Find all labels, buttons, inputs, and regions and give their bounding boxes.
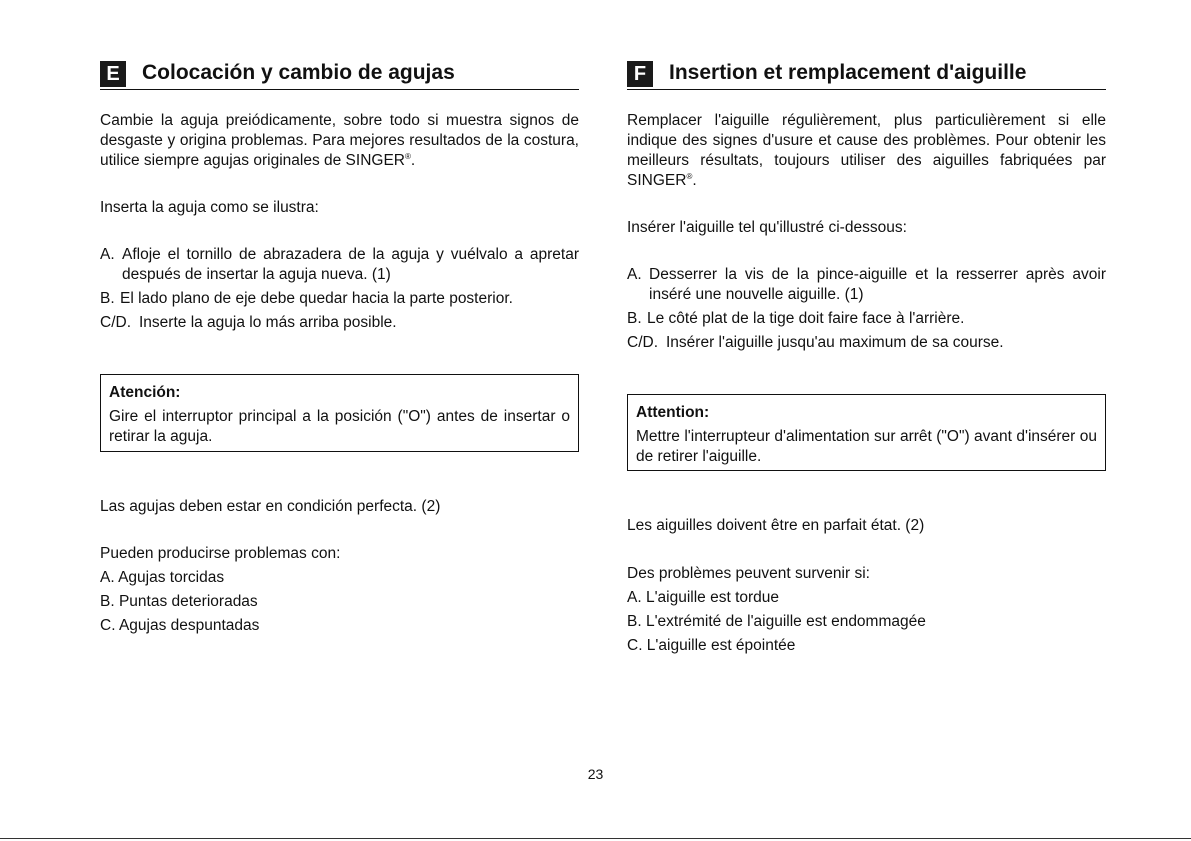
insert-instruction: Insérer l'aiguille tel qu'illustré ci-dessous: (627, 219, 907, 236)
problem-item: B. Puntas deterioradas (100, 593, 258, 610)
attention-title: Attention: (636, 404, 710, 421)
step-b: B. Le côté plat de la tige doit faire face à l'arrière. (627, 310, 965, 327)
problem-item: A. L'aiguille est tordue (627, 589, 780, 606)
page-number: 23 (587, 766, 604, 782)
section-header (627, 61, 1106, 90)
section-header (100, 61, 579, 90)
insert-instruction: Inserta la aguja como se ilustra: (100, 199, 319, 216)
problem-item: C. Agujas despuntadas (100, 617, 260, 634)
attention-body: Mettre l'interrupteur d'alimentation sur arrêt ("O") avant d'insérer ou de retirer l'aiguille. (636, 428, 1097, 465)
attention-body: Gire el interruptor principal a la posición ("O") antes de insertar o retirar la aguja. (109, 408, 570, 445)
step-cd: C/D. Inserte la aguja lo más arriba posible. (100, 314, 397, 331)
step-cd: C/D. Insérer l'aiguille jusqu'au maximum de sa course. (627, 334, 1004, 351)
intro-paragraph: Cambie la aguja preiódicamente, sobre todo si muestra signos de desgaste y origina problemas. Para mejores resultados de la costura, utilice siempre agujas originales de SINGER®. (100, 112, 579, 169)
page-bottom-rule (0, 838, 1191, 839)
section-letter-badge: F (627, 61, 653, 87)
problem-item: C. L'aiguille est épointée (627, 637, 796, 654)
problems-intro: Des problèmes peuvent survenir si: (627, 565, 870, 582)
attention-title: Atención: (109, 384, 181, 401)
step-a: A. Desserrer la vis de la pince-aiguille et la resserrer après avoir inséré une nouvelle aiguille. (1) (627, 266, 1106, 303)
problem-item: A. Agujas torcidas (100, 569, 225, 586)
section-title: Insertion et remplacement d'aiguille (669, 61, 1027, 84)
section-letter-badge: E (100, 61, 126, 87)
step-a: A. Afloje el tornillo de abrazadera de la aguja y vuélvalo a apretar después de insertar la aguja nueva. (1) (100, 246, 579, 283)
needle-condition: Les aiguilles doivent être en parfait état. (2) (627, 517, 925, 534)
problem-item: B. L'extrémité de l'aiguille est endommagée (627, 613, 926, 630)
section-title: Colocación y cambio de agujas (142, 61, 455, 84)
step-b: B. El lado plano de eje debe quedar hacia la parte posterior. (100, 290, 513, 307)
intro-paragraph: Remplacer l'aiguille régulièrement, plus particulièrement si elle indique des signes d'usure et cause des problèmes. Pour obtenir les meilleurs résultats, toujours utiliser des aiguilles fabriquées par SINGER®. (627, 112, 1106, 189)
needle-condition: Las agujas deben estar en condición perfecta. (2) (100, 498, 441, 515)
attention-box (100, 374, 579, 452)
problems-intro: Pueden producirse problemas con: (100, 545, 341, 562)
attention-box (627, 394, 1106, 471)
